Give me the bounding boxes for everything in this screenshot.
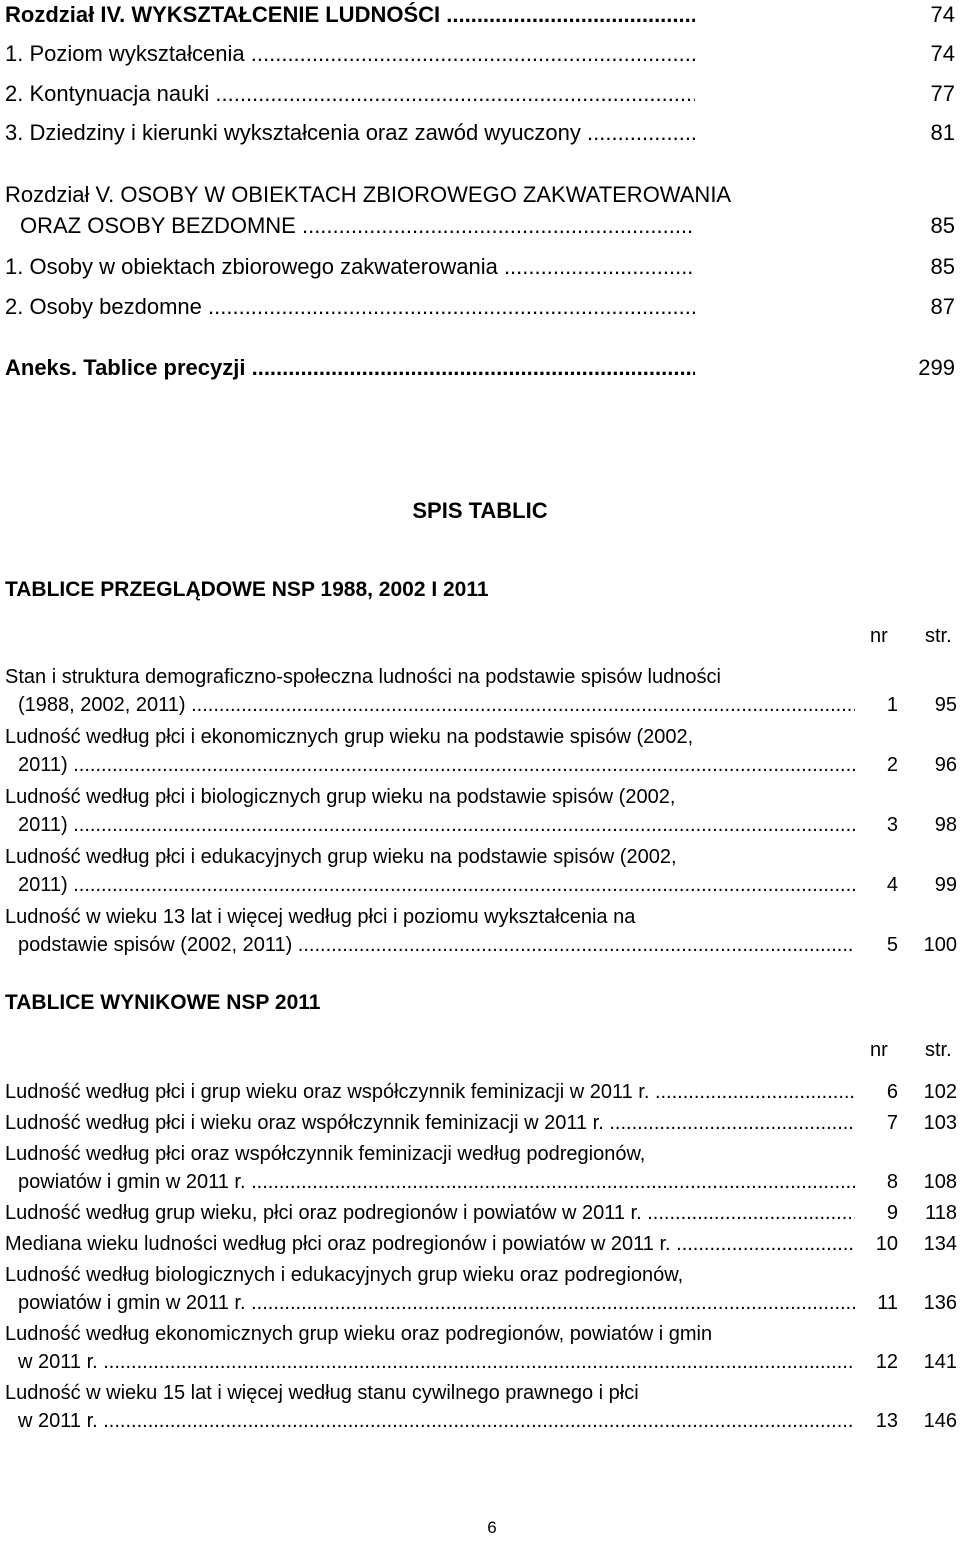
toc-section-4-3-page: 81 — [930, 120, 955, 145]
toc-section-4-2: 2. Kontynuacja nauki ..... — [5, 81, 695, 107]
table-row-title-line2: podstawie spisów (2002, 2011) ..... — [18, 933, 855, 957]
table-row-title-line1: Ludność według ekonomicznych grup wieku oraz podregionów, powiatów i gmin — [5, 1323, 713, 1345]
overview-col-nr: nr — [870, 625, 888, 647]
table-row-page: 134 — [923, 1233, 957, 1255]
toc-chapter-5-page: 85 — [930, 213, 955, 238]
toc-chapter-4: Rozdział IV. WYKSZTAŁCENIE LUDNOŚCI ..... — [5, 2, 695, 28]
list-of-tables-title: SPIS TABLIC — [412, 498, 548, 523]
table-row-page: 98 — [934, 814, 957, 836]
overview-col-page: str. — [925, 625, 952, 647]
table-row-page: 146 — [923, 1410, 957, 1432]
table-row-nr: 10 — [875, 1233, 898, 1255]
table-row-page: 118 — [925, 1202, 957, 1224]
table-row-title-line2: powiatów i gmin w 2011 r. ..... — [18, 1170, 855, 1194]
table-row-title-line1: Ludność w wieku 13 lat i więcej według płci i poziomu wykształcenia na — [5, 906, 636, 928]
table-row-page: 136 — [923, 1292, 957, 1314]
toc-annex: Aneks. Tablice precyzji ..... — [5, 355, 695, 381]
toc-annex-page: 299 — [918, 355, 955, 380]
toc-chapter-5-line1: Rozdział V. OSOBY W OBIEKTACH ZBIOROWEGO ZAKWATEROWANIA — [5, 182, 732, 207]
table-row-title: Ludność według płci i grup wieku oraz współczynnik feminizacji w 2011 r. ..... — [5, 1080, 855, 1104]
table-row-title-line2: 2011) ..... — [18, 873, 855, 897]
table-row-page: 102 — [923, 1081, 957, 1103]
table-row-nr: 11 — [877, 1292, 898, 1314]
table-row-title-line1: Ludność według płci i edukacyjnych grup wieku na podstawie spisów (2002, — [5, 846, 677, 868]
table-row-nr: 12 — [875, 1351, 898, 1373]
table-row-nr: 2 — [886, 754, 898, 776]
toc-section-5-2: 2. Osoby bezdomne ..... — [5, 294, 695, 320]
table-row-page: 99 — [934, 874, 957, 896]
table-row-nr: 9 — [886, 1202, 898, 1224]
table-row-title-line1: Stan i struktura demograficzno-społeczna ludności na podstawie spisów ludności — [5, 666, 721, 688]
table-row-page: 141 — [923, 1351, 957, 1373]
toc-section-5-1: 1. Osoby w obiektach zbiorowego zakwaterowania ..... — [5, 254, 695, 280]
table-row-title-line1: Ludność w wieku 15 lat i więcej według stanu cywilnego prawnego i płci — [5, 1382, 639, 1404]
table-row-title-line2: 2011) ..... — [18, 753, 855, 777]
toc-section-4-1: 1. Poziom wykształcenia ..... — [5, 41, 695, 67]
toc-section-4-3: 3. Dziedziny i kierunki wykształcenia oraz zawód wyuczony ..... — [5, 120, 695, 146]
overview-heading: TABLICE PRZEGLĄDOWE NSP 1988, 2002 I 2011 — [5, 578, 489, 601]
toc-section-4-1-page: 74 — [930, 41, 955, 66]
table-row-title-line2: powiatów i gmin w 2011 r. ..... — [18, 1291, 855, 1315]
table-row-title-line1: Ludność według płci oraz współczynnik feminizacji według podregionów, — [5, 1143, 646, 1165]
table-row-page: 96 — [934, 754, 957, 776]
table-row-title: Mediana wieku ludności według płci oraz podregionów i powiatów w 2011 r. ..... — [5, 1232, 855, 1256]
table-row-page: 108 — [923, 1171, 957, 1193]
toc-section-5-2-page: 87 — [930, 294, 955, 319]
toc-section-5-1-page: 85 — [930, 254, 955, 279]
table-row-title: Ludność według płci i wieku oraz współczynnik feminizacji w 2011 r. ..... — [5, 1111, 855, 1135]
toc-chapter-5-line2: ORAZ OSOBY BEZDOMNE ..... — [20, 213, 695, 239]
results-col-page: str. — [925, 1039, 952, 1061]
table-row-nr: 1 — [886, 694, 898, 716]
table-row-page: 100 — [923, 934, 957, 956]
table-row-page: 95 — [934, 694, 957, 716]
table-row-title: Ludność według grup wieku, płci oraz podregionów i powiatów w 2011 r. ..... — [5, 1201, 855, 1225]
table-row-title-line2: 2011) ..... — [18, 813, 855, 837]
table-row-title-line1: Ludność według płci i biologicznych grup wieku na podstawie spisów (2002, — [5, 786, 676, 808]
table-row-title-line2: w 2011 r. ..... — [18, 1350, 855, 1374]
page-number: 6 — [487, 1518, 497, 1537]
results-heading: TABLICE WYNIKOWE NSP 2011 — [5, 991, 321, 1014]
table-row-title-line2: (1988, 2002, 2011) ..... — [18, 693, 855, 717]
table-row-nr: 13 — [875, 1410, 898, 1432]
table-row-nr: 3 — [886, 814, 898, 836]
results-col-nr: nr — [870, 1039, 888, 1061]
table-row-nr: 4 — [886, 874, 898, 896]
table-row-nr: 7 — [886, 1112, 898, 1134]
toc-section-4-2-page: 77 — [930, 81, 955, 106]
table-row-page: 103 — [923, 1112, 957, 1134]
table-row-title-line1: Ludność według biologicznych i edukacyjnych grup wieku oraz podregionów, — [5, 1264, 684, 1286]
toc-chapter-4-page: 74 — [930, 2, 955, 27]
table-row-nr: 8 — [886, 1171, 898, 1193]
table-row-title-line2: w 2011 r. ..... — [18, 1409, 855, 1433]
table-row-title-line1: Ludność według płci i ekonomicznych grup wieku na podstawie spisów (2002, — [5, 726, 694, 748]
table-row-nr: 6 — [886, 1081, 898, 1103]
table-row-nr: 5 — [886, 934, 898, 956]
